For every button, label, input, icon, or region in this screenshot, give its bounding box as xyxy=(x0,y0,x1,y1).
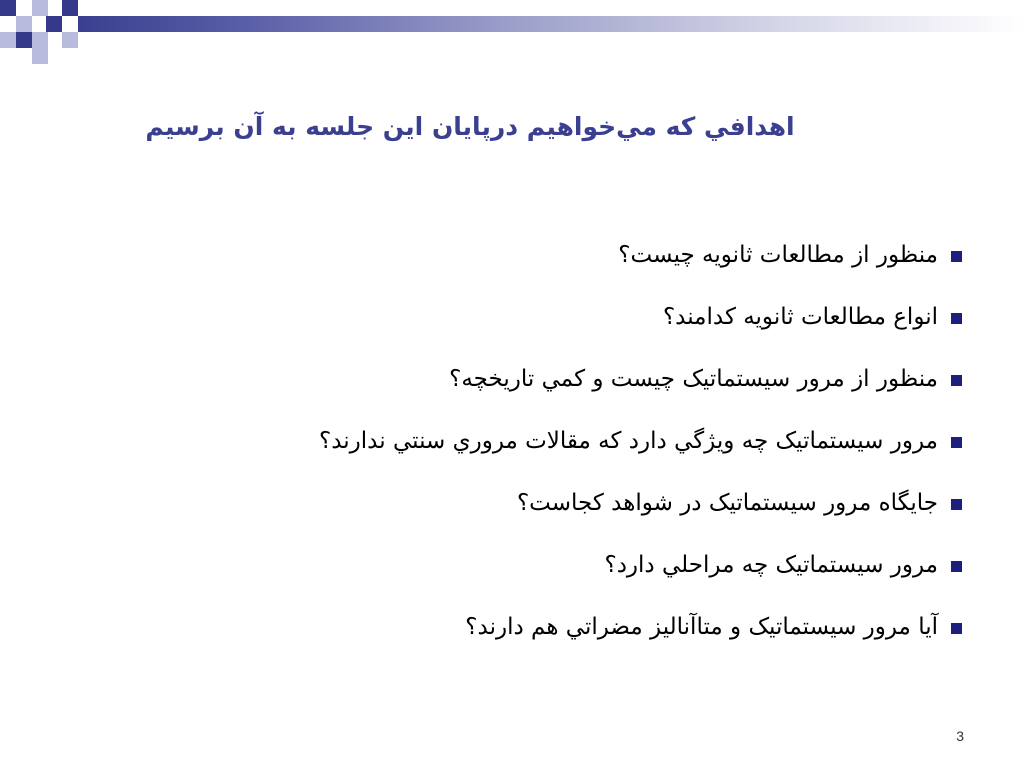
square-bullet-icon xyxy=(951,437,962,448)
square-bullet-icon xyxy=(951,251,962,262)
square-bullet-icon xyxy=(951,499,962,510)
decor-square xyxy=(32,0,48,16)
decor-square xyxy=(46,16,62,32)
header-decoration xyxy=(0,0,1024,70)
bullet-item xyxy=(82,596,962,658)
decor-square xyxy=(62,32,78,48)
bullet-item xyxy=(82,286,962,348)
bullet-text: منظور از مرور سيستماتيک چيست و کمي تاريخچه؟ xyxy=(449,366,938,392)
bullet-item xyxy=(82,348,962,410)
slide-title: اهدافي که مي‌خواهيم درپايان اين جلسه به آن برسيم xyxy=(145,112,795,141)
decor-square xyxy=(62,0,78,16)
bullet-item xyxy=(82,472,962,534)
bullet-text: آيا مرور سيستماتيک و متاآناليز مضراتي هم دارند؟ xyxy=(465,614,938,640)
header-gradient-bar xyxy=(78,16,1024,32)
bullet-text: انواع مطالعات ثانويه کدامند؟ xyxy=(662,304,938,330)
bullet-item xyxy=(82,224,962,286)
bullet-list xyxy=(82,224,962,658)
bullet-item xyxy=(82,410,962,472)
bullet-text: جايگاه مرور سيستماتيک در شواهد کجاست؟ xyxy=(516,490,938,516)
decor-square xyxy=(0,32,16,48)
bullet-item xyxy=(82,534,962,596)
decor-square xyxy=(32,48,48,64)
square-bullet-icon xyxy=(951,375,962,386)
page-number: 3 xyxy=(956,728,964,744)
square-bullet-icon xyxy=(951,623,962,634)
decor-square xyxy=(16,32,32,48)
bullet-text: مرور سيستماتيک چه مراحلي دارد؟ xyxy=(604,552,938,578)
decor-square xyxy=(16,16,32,32)
square-bullet-icon xyxy=(951,313,962,324)
square-bullet-icon xyxy=(951,561,962,572)
bullet-text: مرور سيستماتيک چه ويژگي دارد که مقالات مروري سنتي ندارند؟ xyxy=(319,428,938,454)
decor-square xyxy=(0,0,16,16)
decor-square xyxy=(32,32,48,48)
bullet-text: منظور از مطالعات ثانويه چيست؟ xyxy=(618,242,938,268)
